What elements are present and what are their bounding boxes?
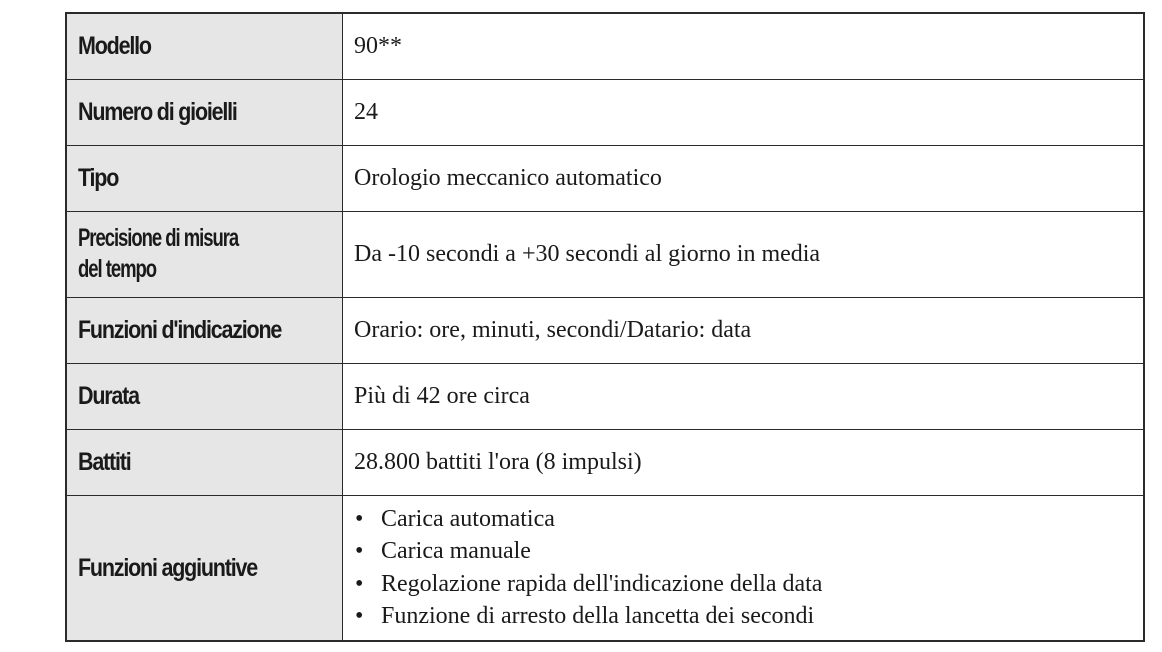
row-label: Modello [78, 32, 151, 61]
row-label-cell [66, 363, 343, 429]
row-label-cell [66, 495, 343, 641]
row-label-line: del tempo [78, 255, 157, 283]
table-row [66, 363, 1144, 429]
table-row [66, 145, 1144, 211]
list-item: • Funzione di arresto della lancetta dei secondi [354, 600, 1143, 633]
list-item: • Carica automatica [354, 503, 1143, 536]
row-label: Funzioni d'indicazione [78, 316, 282, 344]
row-value: 90** [343, 13, 1145, 79]
row-label: Funzioni aggiuntive [78, 553, 257, 582]
row-label [78, 223, 264, 285]
table-row [66, 79, 1144, 145]
row-label: Battiti [78, 448, 131, 476]
row-label-cell [66, 297, 343, 363]
row-label-cell [66, 429, 343, 495]
row-value: 28.800 battiti l'ora (8 impulsi) [343, 429, 1145, 495]
table-row [66, 297, 1144, 363]
row-label-line: Precisione di misura [78, 224, 239, 252]
row-value: Più di 42 ore circa [343, 363, 1145, 429]
table-row [66, 429, 1144, 495]
table-row [66, 211, 1144, 297]
row-value [343, 495, 1145, 641]
table-row [66, 495, 1144, 641]
row-label: Numero di gioielli [78, 98, 237, 126]
row-label: Durata [78, 382, 139, 410]
spec-table [65, 12, 1145, 642]
row-label-cell [66, 211, 343, 297]
row-value: Orario: ore, minuti, secondi/Datario: data [343, 297, 1145, 363]
row-value: Da -10 secondi a +30 secondi al giorno in media [343, 211, 1145, 297]
row-label-cell [66, 79, 343, 145]
row-value: Orologio meccanico automatico [343, 145, 1145, 211]
row-value: 24 [343, 79, 1145, 145]
feature-list [354, 503, 1143, 633]
list-item: • Carica manuale [354, 535, 1143, 568]
row-label: Tipo [78, 164, 119, 192]
list-item: • Regolazione rapida dell'indicazione della data [354, 568, 1143, 601]
row-label-cell [66, 145, 343, 211]
row-label-cell [66, 13, 343, 79]
table-row [66, 13, 1144, 79]
